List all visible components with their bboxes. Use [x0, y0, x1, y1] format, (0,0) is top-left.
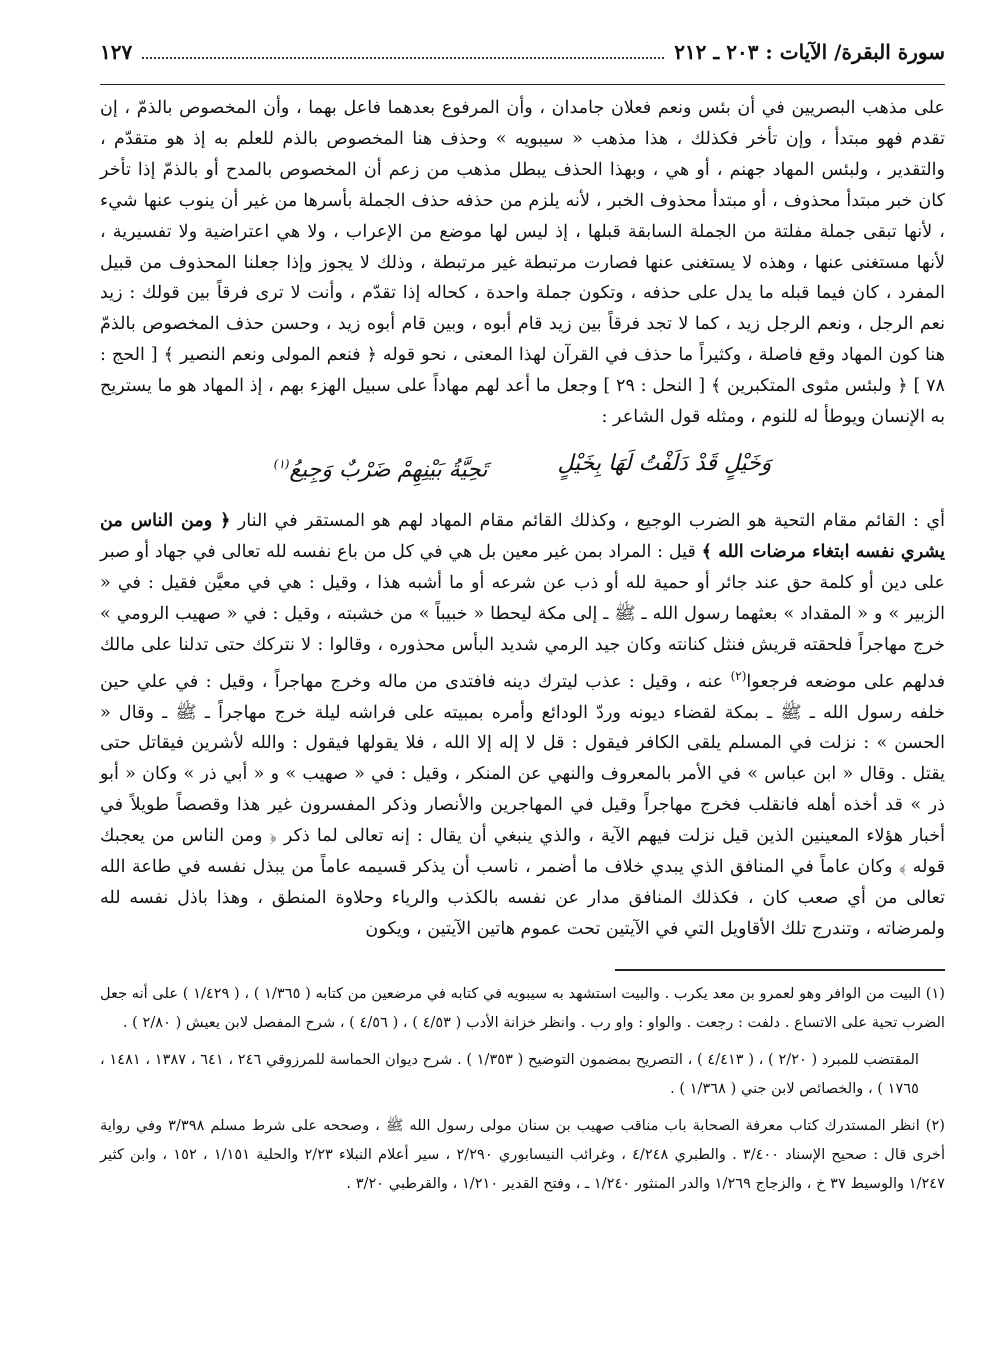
quran-quote-bold: ﴿ ومن الناس من يشري نفسه ابتغاء مرضات الله ﴾ — [100, 510, 945, 563]
poetry-verse — [100, 449, 945, 486]
verse-first-hemistich: وَخَيْلٍ قَدْ دَلَفْتُ لَهَا بِخَيْلٍ — [557, 450, 772, 476]
page — [100, 40, 945, 1340]
paragraph-2 — [100, 506, 945, 945]
footnote-1: (١) البيت من الوافر وهو لعمرو بن معد يكرب . والبيت استشهد به سيبويه في كتابه في مرضعين من كتابه ( ١/٣٦٥ ) ، ( ١/٤٢٩ ) على أنه جعل الضرب تحية على الاتساع . دلفت : رجعت . والواو : واو رب . وانظر خزانة الأدب ( ٤/٥٣ ) ، ( ٤/٥٦ ) ، شرح المفصل لابن يعيش ( ٢/٨٠ ) . — [100, 984, 945, 1031]
paragraph-2-end: عنه ، وقيل : عذب ليترك دينه فافتدى من ماله وخرج مهاجراً ، وقيل : في علي حين خلفه رسول الله ـ ﷺ ـ بمكة لقضاء ديونه وردّ الودائع وأمره بمبيته على فراشه ليلة خرج مهاجراً ـ ﷺ ـ وقال « الحسن » : نزلت في المسلم يلقى الكافر فيقول : قل لا إله إلا الله ، فلا يقولها فيقول : والله لأشرين فيقاتل حتى يقتل . وقال « ابن عباس » في الأمر بالمعروف والنهي عن المنكر ، وقيل : في « صهيب » و « أبي ذر » وكان « أبو ذر » قد أخذه أهله فانقلب فخرج مهاجراً وقيل في المهاجرين والأنصار وذكر المفسرون غير هذا وقصصاً طويلاً في أخبار هؤلاء المعينين الذين قيل نزلت فيهم الآية ، والذي ينبغي أن يقال : إنه تعالى لما ذكر ﴿ ومن الناس من يعجبك قوله ﴾ وكان عاماً في المنافق الذي يبدي خلاف ما أضمر ، ناسب أن يذكر قسيمه عاماً من يبذل نفسه في طاعة الله تعالى من أي صعب كان ، فكذلك المنافق مدار عن نفسه بالكذب والرياء وحلاوة المنطق ، وهذا باذل نفسه لله ولمرضاته ، وتندرج تلك الأقاويل التي في الآيتين تحت عموم هاتين الآيتين ، ويكون — [100, 671, 945, 939]
header-title: سورة البقرة/ الآيات : ٢٠٣ ـ ٢١٢ — [674, 40, 945, 64]
footnote-marker-1: (١) — [273, 456, 290, 471]
page-number: ١٢٧ — [100, 40, 133, 64]
main-text — [100, 93, 945, 945]
footnotes — [100, 979, 945, 1198]
footnote-1-continued: المقتضب للمبرد ( ٢/٢٠ ) ، ( ٤/٤١٣ ) ، التصريح بمضمون التوضيح ( ١/٣٥٣ ) . شرح ديوان الحماسة للمرزوقي ٢٤٦ ، ٦٤١ ، ١٣٨٧ ، ١٤٨١ ، ١٧٦٥ ) ، والخصائص لابن جني ( ١/٣٦٨ ) . — [100, 1050, 919, 1097]
footnote-marker-2: (٢) — [730, 668, 747, 683]
paragraph-2-middle: قيل : المراد بمن غير معين بل هي في كل من باع نفسه لله تعالى في جهاد أو صبر على دين أو كلمة حق عند جائر أو حمية لله أو ذب عن شرعه أو ما أشبه هذا ، وقيل : هي في معيَّن فقيل : في « الزبير » و « المقداد » بعثهما رسول الله ـ ﷺ ـ إلى مكة ليحطا « خبيباً » من خشبته ، وقيل : في « صهيب الرومي » خرج مهاجراً فلحقته قريش فنثل كنانته وكان جيد الرمي شديد البأس محذوره ، وقالوا : لا نتركك حتى تدلنا على مالك فدلهم على موضعه فرجعوا — [100, 542, 946, 692]
running-header — [100, 40, 945, 85]
verse-second-hemistich-text: تَحِيَّةُ بَيْنِهِمْ ضَرْبٌ وَجِيعُ — [289, 457, 488, 483]
paragraph-2-start: أي : القائم مقام التحية هو الضرب الوجيع ، وكذلك القائم مقام المهاد لهم هو المستقر في النار — [230, 511, 945, 532]
footnote-2: (٢) انظر المستدرك كتاب معرفة الصحابة باب مناقب صهيب بن سنان مولى رسول الله ﷺ ، وصححه على شرط مسلم ٣/٣٩٨ وفي رواية أخرى قال : صحيح الإسناد ٣/٤٠٠ . والطبري ٤/٢٤٨ ، وغرائب النيسابوري ٢/٢٩٠ ، سير أعلام النبلاء ٢/٢٣ والحلية ١/١٥١ ، ١٥٢ ، وابن كثير ١/٢٤٧ والوسيط ٣٧ خ ، والزجاج ١/٢٦٩ والدر المنثور ١/٢٤٠ ـ ، وفتح القدير ١/٢١٠ ، والقرطبي ٣/٢٠ . — [100, 1116, 945, 1192]
footnote-separator — [615, 969, 945, 971]
paragraph-1: على مذهب البصريين في أن بئس ونعم فعلان جامدان ، وأن المرفوع بعدهما فاعل بهما ، وأن المخصوص بالذمّ ، إن تقدم فهو مبتدأ ، وإن تأخر فكذلك ، هذا مذهب « سيبويه » وحذف هنا المخصوص بالذم للعلم به إذ هو متقدّم ، والتقدير ، ولبئس المهاد جهنم ، أو هي ، وبهذا الحذف يبطل مذهب من زعم أن المخصوص بالمدح أو بالذمّ إذا تأخر كان خبر مبتدأ محذوف ، أو مبتدأ محذوف الخبر ، لأنه يلزم من حذفه حذف الجملة بأسرها من غير أن ينوب عنها شيء ، لأنها تبقى جملة مفلتة من الجملة السابقة قبلها ، إذ ليس لها موضع من الإعراب ، ولا هي اعتراضية ولا تفسيرية ، لأنها مستغنى عنها ، وهذه لا يستغنى عنها فصارت مرتبطة غير مرتبطة ، وذلك لا يجوز وإذا جعلنا المحذوف من قبيل المفرد ، كان فيما قبله ما يدل على حذفه ، وتكون جملة واحدة ، كحاله إذا تقدّم ، وأنت لا ترى فرقاً بين قولك : زيد نعم الرجل ، ونعم الرجل زيد ، كما لا تجد فرقاً بين زيد قام أبوه ، وبين قام أبوه زيد ، وحسن حذف المخصوص بالذمّ هنا كون المهاد وقع فاصلة ، وكثيراً ما حذف في القرآن لهذا المعنى ، نحو قوله ﴿ فنعم المولى ونعم النصير ﴾ [ الحج : ٧٨ ] ﴿ ولبئس مثوى المتكبرين ﴾ [ النحل : ٢٩ ] وجعل ما أعد لهم مهاداً على سبيل الهزء بهم ، إذ المهاد هو ما يستريح به الإنسان ويوطأ له للنوم ، ومثله قول الشاعر : — [100, 98, 946, 428]
header-dot-leader — [142, 56, 664, 59]
verse-second-hemistich — [274, 449, 488, 486]
